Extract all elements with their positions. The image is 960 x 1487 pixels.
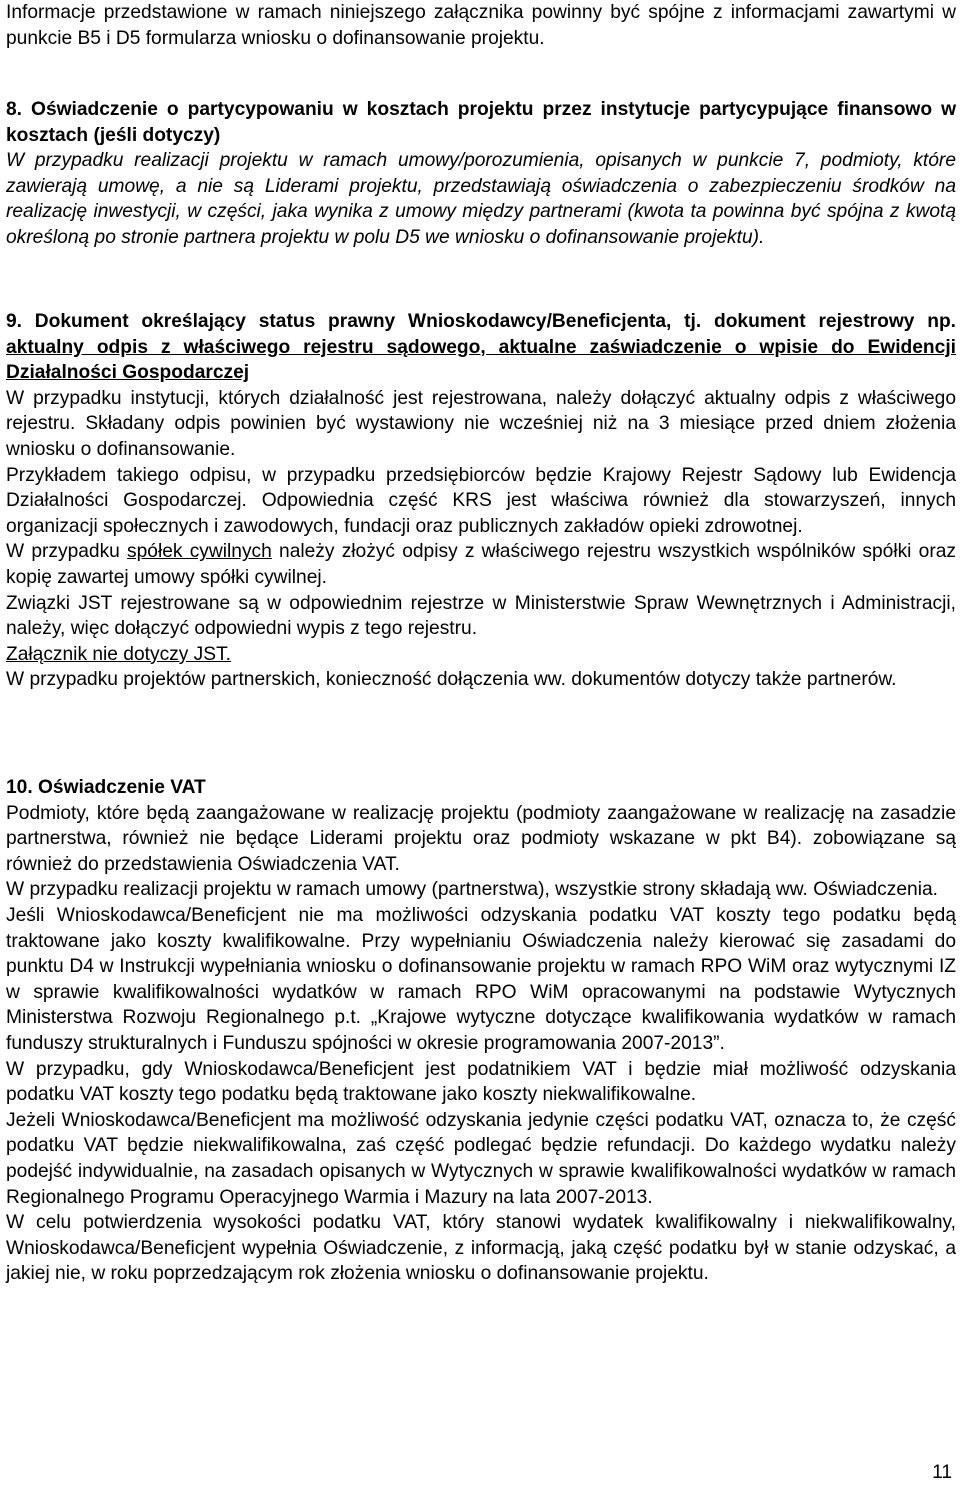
section-9-heading [6,309,956,386]
section-10-paragraph-3: Jeśli Wnioskodawca/Beneficjent nie ma możliwości odzyskania podatku VAT koszty tego podatku będą traktowane jako koszty kwalifikowalne. Przy wypełnianiu Oświadczenia należy kierować się zasadami do punktu D4 w Instrukcji wypełniania wniosku o dofinansowanie projektu w ramach RPO WiM oraz wytycznymi IZ w sprawie kwalifikowalności wydatków w ramach RPO WiM opracowanymi na podstawie Wytycznych Ministerstwa Rozwoju Regionalnego p.t. „Krajowe wytyczne dotyczące kwalifikowania wydatków w ramach funduszy strukturalnych i Funduszu spójności w okresie programowania 2007-2013”. [6,904,956,1054]
section-9 [6,309,956,693]
section-9-paragraph-1: W przypadku instytucji, których działalność jest rejestrowana, należy dołączyć aktualny odpis z właściwego rejestru. Składany odpis powinien być wystawiony nie wcześniej niż na 3 miesiące przed dniem złożenia wniosku o dofinansowanie. [6,387,956,460]
section-10-paragraph-5: Jeżeli Wnioskodawca/Beneficjent ma możliwość odzyskania jedynie części podatku VAT, oznacza to, że część podatku VAT będzie niekwalifikowalna, zaś część podlegać będzie refundacji. Do każdego wydatku należy podejść indywidualnie, na zasadach opisanych w Wytycznych w sprawie kwalifikowalności wydatków w ramach Regionalnego Programu Operacyjnego Warmia i Mazury na lata 2007-2013. [6,1109,956,1208]
section-10-heading: 10. Oświadczenie VAT [6,777,206,798]
section-10 [6,775,956,1287]
intro-block [6,0,956,51]
section-8-paragraph: W przypadku realizacji projektu w ramach umowy/porozumienia, opisanych w punkcie 7, podmioty, które zawierają umowę, a nie są Liderami projektu, przedstawiają oświadczenia o zabezpieczeniu środków na realizację inwestycji, w części, jaka wynika z umowy między partnerami (kwota ta powinna być spójna z kwotą określoną po stronie partnera projektu w polu D5 we wniosku o dofinansowanie projektu). [6,150,956,248]
section-8 [6,97,956,251]
section-9-paragraph-5 [6,642,956,668]
section-9-p3-underlined: spółek cywilnych [127,541,272,563]
intro-paragraph: Informacje przedstawione w ramach niniejszego załącznika powinny być spójne z informacjami zawartymi w punkcie B5 i D5 formularza wniosku o dofinansowanie projektu. [6,2,956,49]
section-9-heading-plain: 9. Dokument określający status prawny Wnioskodawcy/Beneficjenta, tj. dokument rejestrowy np. [6,311,956,332]
section-10-paragraph-4: W przypadku, gdy Wnioskodawca/Beneficjent jest podatnikiem VAT i będzie miał możliwość odzyskania podatku VAT koszty tego podatku będą traktowane jako koszty niekwalifikowalne. [6,1058,956,1106]
section-8-heading: 8. Oświadczenie o partycypowaniu w kosztach projektu przez instytucje partycypujące finansowo w kosztach (jeśli dotyczy) [6,99,956,146]
page-number: 11 [932,1462,952,1483]
section-10-paragraph-2: W przypadku realizacji projektu w ramach umowy (partnerstwa), wszystkie strony składają ww. Oświadczenia. [6,879,938,901]
section-9-paragraph-6: W przypadku projektów partnerskich, konieczność dołączenia ww. dokumentów dotyczy także partnerów. [6,669,897,691]
section-9-p3-before: W przypadku [6,541,128,563]
section-9-heading-underlined: aktualny odpis z właściwego rejestru sądowego, aktualne zaświadczenie o wpisie do Ewidencji Działalności Gospodarczej [6,336,956,384]
section-9-paragraph-2: Przykładem takiego odpisu, w przypadku przedsiębiorców będzie Krajowy Rejestr Sądowy lub Ewidencja Działalności Gospodarczej. Odpowiednia część KRS jest właściwa również dla stowarzyszeń, innych organizacji społecznych i zawodowych, fundacji oraz publicznych zakładów opieki zdrowotnej. [6,464,956,537]
section-9-p3-after: należy złożyć odpisy z właściwego rejestru wszystkich wspólników spółki oraz kopię zawartej umowy spółki cywilnej. [6,541,956,588]
section-9-paragraph-4: Związki JST rejestrowane są w odpowiednim rejestrze w Ministerstwie Spraw Wewnętrznych i Administracji, należy, więc dołączyć odpowiedni wypis z tego rejestru. [6,592,956,640]
section-9-p5-underlined: Załącznik nie dotyczy JST. [6,643,232,665]
section-10-paragraph-6: W celu potwierdzenia wysokości podatku VAT, który stanowi wydatek kwalifikowalny i niekwalifikowalny, Wnioskodawca/Beneficjent wypełnia Oświadczenie, z informacją, jaką część podatku był w stanie odzyskać, a jakiej nie, w roku poprzedzającym rok złożenia wniosku o dofinansowanie projektu. [6,1212,956,1285]
document-page [6,0,956,1285]
section-9-paragraph-3 [6,539,956,590]
section-10-paragraph-1: Podmioty, które będą zaangażowane w realizację projektu (podmioty zaangażowane w realizację na zasadzie partnerstwa, również nie będące Liderami projektu oraz podmioty wskazane w pkt B4). zobowiązane są również do przedstawienia Oświadczenia VAT. [6,802,956,875]
